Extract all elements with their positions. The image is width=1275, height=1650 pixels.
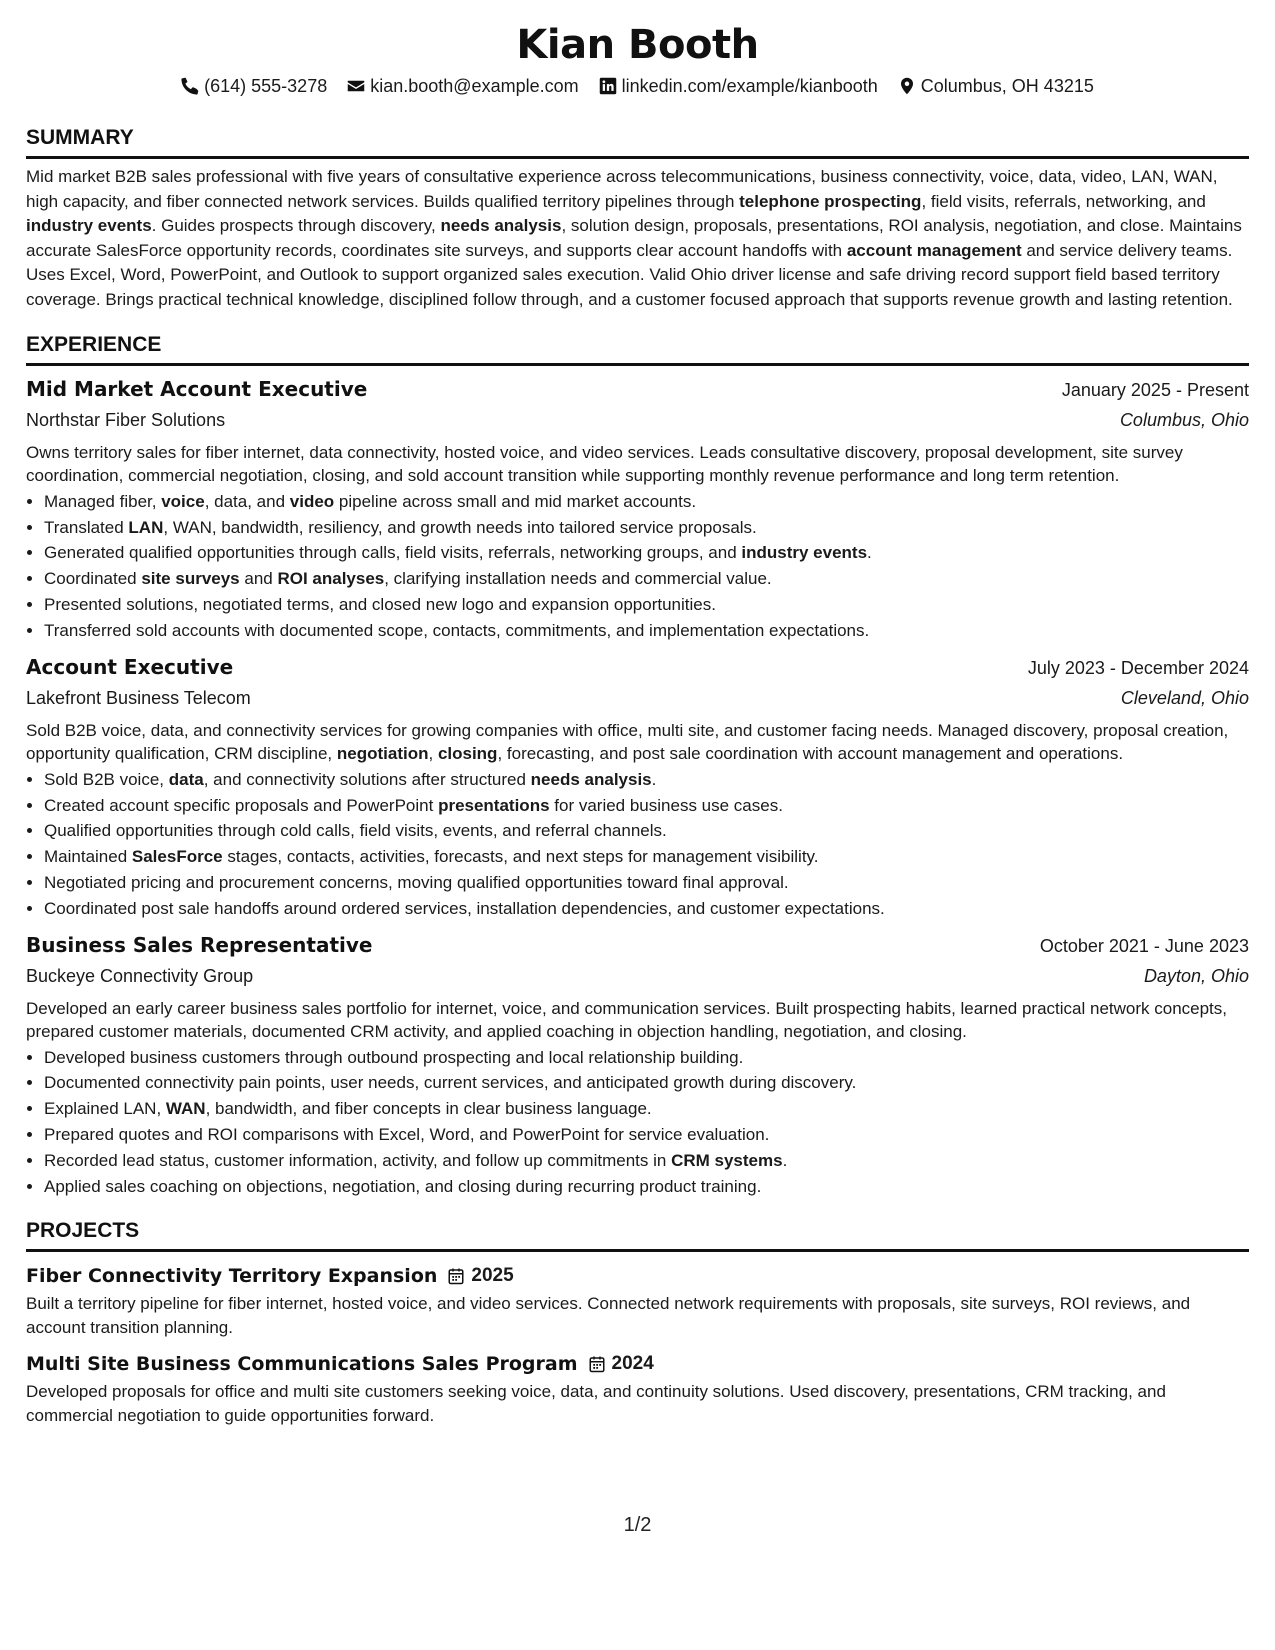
project-entry — [26, 1350, 1249, 1428]
job-bullets — [26, 1045, 1249, 1200]
job-bullet: • Created account specific proposals and PowerPoint presentations for varied business use cases. — [44, 793, 1249, 819]
contact-phone[interactable] — [181, 74, 327, 98]
job-company: Lakefront Business Telecom — [26, 687, 251, 708]
section-title-projects: PROJECTS — [26, 1217, 1249, 1252]
job-title: Business Sales Representative — [26, 932, 373, 957]
calendar-icon — [447, 1267, 465, 1285]
job-bullet: • Qualified opportunities through cold calls, field visits, events, and referral channels. — [44, 818, 1249, 844]
job-company: Northstar Fiber Solutions — [26, 409, 226, 430]
project-year: 2024 — [611, 1353, 654, 1375]
location-text: Columbus, OH 43215 — [920, 76, 1094, 96]
project-title: Multi Site Business Communications Sales Program — [26, 1353, 578, 1376]
job-description: Owns territory sales for fiber internet, data connectivity, hosted voice, and video services. Leads consultative discovery, proposal development, site survey coordination, commercial negotiation, closing, and sold account transition while supporting monthly revenue performance and long term retention. — [26, 442, 1183, 486]
bold-keyword: video — [289, 491, 335, 511]
bold-keyword: industry events — [741, 543, 868, 563]
job-bullet: • Developed business customers through outbound prospecting and local relationship building. — [44, 1045, 1249, 1071]
project-entry — [26, 1262, 1249, 1340]
job-bullet: • Transferred sold accounts with documented scope, contacts, commitments, and implementation expectations. — [44, 618, 1249, 644]
job-bullets — [26, 489, 1249, 644]
map-pin-icon — [898, 77, 916, 95]
contact-location — [898, 74, 1094, 98]
section-title-experience: EXPERIENCE — [26, 331, 1249, 366]
project-description: Built a territory pipeline for fiber internet, hosted voice, and video services. Connected network requirements with proposals, site surveys, ROI reviews, and account transition planning. — [26, 1294, 1191, 1338]
job-bullet: • Coordinated site surveys and ROI analyses, clarifying installation needs and commercial value. — [44, 566, 1249, 592]
job-entry — [26, 652, 1249, 922]
contact-linkedin[interactable] — [599, 74, 878, 98]
project-date — [447, 1265, 513, 1287]
bold-keyword: voice — [161, 491, 205, 511]
job-bullet: • Prepared quotes and ROI comparisons with Excel, Word, and PowerPoint for service evaluation. — [44, 1122, 1249, 1148]
job-entry — [26, 374, 1249, 644]
job-bullet: • Managed fiber, voice, data, and video pipeline across small and mid market accounts. — [44, 489, 1249, 515]
bold-keyword: needs analysis — [530, 769, 652, 789]
job-bullet: • Presented solutions, negotiated terms, and closed new logo and expansion opportunities. — [44, 592, 1249, 618]
project-description: Developed proposals for office and multi site customers seeking voice, data, and continuity solutions. Used discovery, presentations, CRM tracking, and commercial negotiation to guide opportunities forward. — [26, 1382, 1166, 1426]
page-number: 1/2 — [623, 1514, 652, 1536]
job-location: Cleveland, Ohio — [1120, 687, 1249, 708]
bold-keyword: data — [168, 769, 204, 789]
project-date — [588, 1353, 654, 1375]
job-dates: January 2025 - Present — [1061, 379, 1249, 400]
job-bullet: • Negotiated pricing and procurement concerns, moving qualified opportunities toward final approval. — [44, 870, 1249, 896]
job-title: Account Executive — [26, 654, 234, 679]
job-bullet: • Applied sales coaching on objections, negotiation, and closing during recurring product training. — [44, 1174, 1249, 1200]
bold-keyword: WAN — [165, 1099, 206, 1119]
job-bullet: • Coordinated post sale handoffs around ordered services, installation dependencies, and customer expectations. — [44, 896, 1249, 922]
project-title: Fiber Connectivity Territory Expansion — [26, 1265, 438, 1288]
job-bullet: • Maintained SalesForce stages, contacts, activities, forecasts, and next steps for management visibility. — [44, 844, 1249, 870]
bold-keyword: SalesForce — [131, 847, 223, 867]
candidate-name: Kian Booth — [516, 22, 759, 68]
envelope-icon — [347, 77, 365, 95]
bold-keyword: account management — [846, 240, 1022, 260]
bold-keyword: site surveys — [141, 569, 240, 589]
project-year: 2025 — [471, 1265, 514, 1287]
linkedin-text: linkedin.com/example/kianbooth — [621, 76, 878, 96]
job-dates: July 2023 - December 2024 — [1027, 657, 1249, 678]
contact-bar — [26, 74, 1249, 98]
section-title-summary: SUMMARY — [26, 124, 1249, 159]
job-dates: October 2021 - June 2023 — [1039, 935, 1249, 956]
job-location: Columbus, Ohio — [1119, 409, 1249, 430]
job-bullet: • Explained LAN, WAN, bandwidth, and fiber concepts in clear business language. — [44, 1096, 1249, 1122]
job-bullet: • Documented connectivity pain points, user needs, current services, and anticipated growth during discovery. — [44, 1070, 1249, 1096]
job-company: Buckeye Connectivity Group — [26, 965, 254, 986]
job-bullet: • Sold B2B voice, data, and connectivity solutions after structured needs analysis. — [44, 767, 1249, 793]
email-text: kian.booth@example.com — [370, 76, 579, 96]
bold-keyword: presentations — [438, 795, 550, 815]
job-title: Mid Market Account Executive — [26, 376, 368, 401]
contact-email[interactable] — [347, 74, 578, 98]
job-bullets — [26, 767, 1249, 922]
bold-keyword: LAN — [128, 517, 164, 537]
calendar-icon — [588, 1355, 606, 1373]
job-entry — [26, 930, 1249, 1200]
bold-keyword: negotiation — [336, 744, 429, 764]
phone-icon — [181, 77, 199, 95]
bold-keyword: industry events — [26, 216, 152, 236]
resume-content — [26, 18, 1249, 1428]
bold-keyword: closing — [437, 744, 498, 764]
job-description: Developed an early career business sales portfolio for internet, voice, and communication services. Built prospecting habits, learned practical network concepts, prepared customer materials, documented CRM activity, and applied coaching in objection handling, negotiation, and closing. — [26, 998, 1228, 1042]
job-description: Sold B2B voice, data, and connectivity services for growing companies with office, multi site, and customer facing needs. Managed discovery, proposal creation, opportunity qualification, CRM discipline, negotiation, closing, forecasting, and post sale coordination with account management and operations. — [26, 720, 1229, 764]
summary-text: Mid market B2B sales professional with five years of consultative experience across telecommunications, business connectivity, voice, data, video, LAN, WAN, high capacity, and fiber connected network services. Builds qualified territory pipelines through telephone prospecting, field visits, referrals, networking, and industry events. Guides prospects through discovery, needs analysis, solution design, proposals, presentations, ROI analysis, negotiation, and close. Maintains accurate SalesForce opportunity records, coordinates site surveys, and supports clear account handoffs with account management and service delivery teams. Uses Excel, Word, PowerPoint, and Outlook to support organized sales execution. Valid Ohio driver license and safe driving record support field based territory coverage. Brings practical technical knowledge, disciplined follow through, and a customer focused approach that supports revenue growth and lasting retention. — [26, 167, 1242, 309]
phone-text: (614) 555-3278 — [204, 76, 328, 96]
job-bullet: • Translated LAN, WAN, bandwidth, resiliency, and growth needs into tailored service proposals. — [44, 515, 1249, 541]
bold-keyword: needs analysis — [440, 216, 562, 236]
job-bullet: • Generated qualified opportunities through calls, field visits, referrals, networking groups, and industry events. — [44, 540, 1249, 566]
job-location: Dayton, Ohio — [1143, 965, 1249, 986]
job-bullet: • Recorded lead status, customer information, activity, and follow up commitments in CRM systems. — [44, 1148, 1249, 1174]
bold-keyword: ROI analyses — [277, 569, 385, 589]
bold-keyword: telephone prospecting — [739, 191, 922, 211]
linkedin-icon — [599, 77, 617, 95]
bold-keyword: CRM systems — [671, 1150, 783, 1170]
